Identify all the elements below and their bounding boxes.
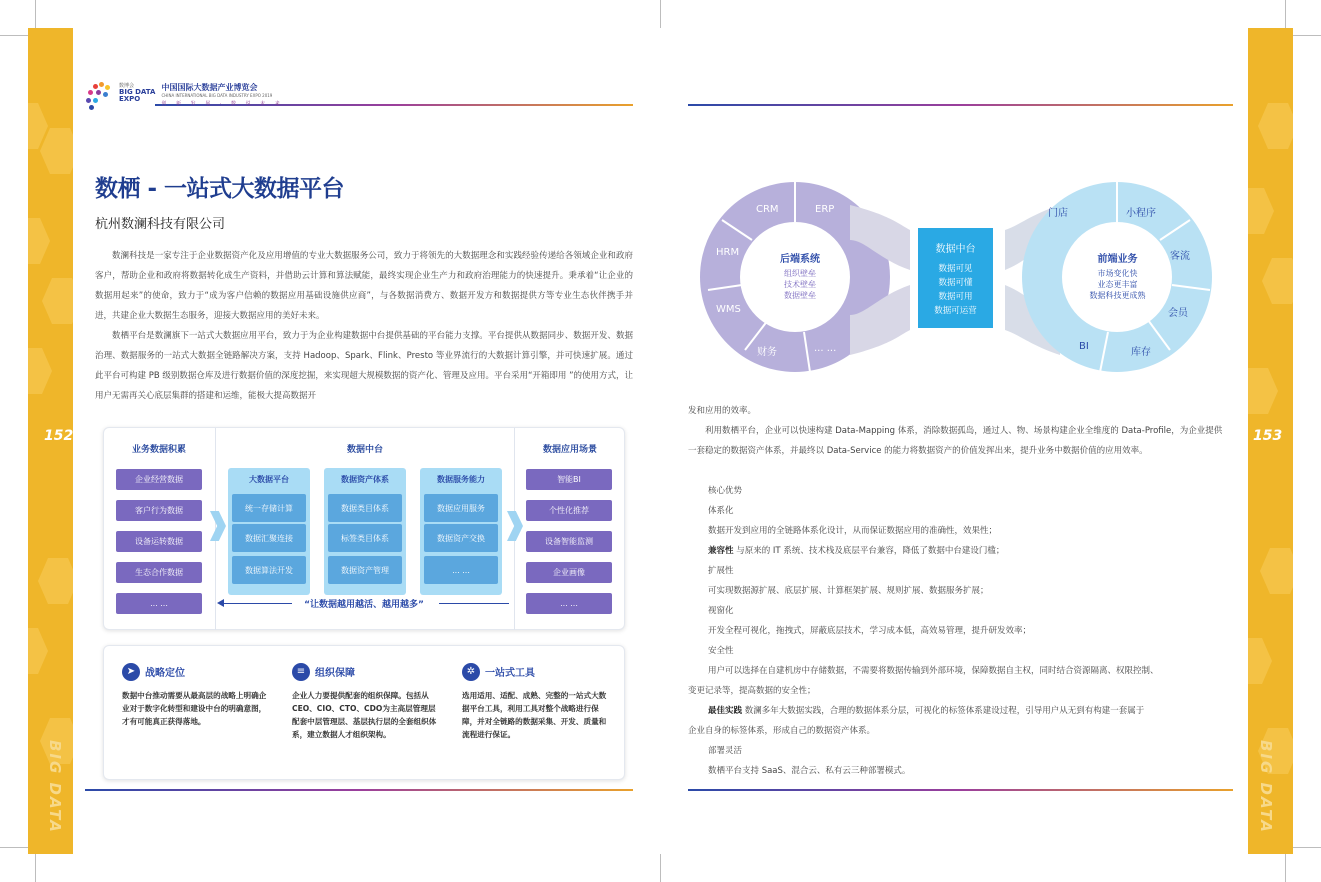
company-name: 杭州数澜科技有限公司 — [95, 217, 226, 232]
intro-paragraph-1: 数澜科技是一家专注于企业数据资产化及应用增值的专业大数据服务公司，致力于将领先的大数据理念和实践经验传递给各领域企业和政府客户，帮助企业和政府将数据转化成生产资料，并借助云计算和算法赋能，最终实现企业生产力和政府治理能力的快速提升。秉承着“让企业的数据用起来”的使命，致力于“成为客户信赖的数据应用基础设施供应商”，与各数据消费方、数据开发方和数据提供方等专业生态伙伴携手并进，共建企业大数据生态服务，迎接大数据应用的美好未来。 — [95, 251, 633, 321]
ring-segment-wms: WMS — [716, 304, 741, 315]
text-line: 用户可以选择在自建机房中存储数据，不需要将数据传输到外部环境，保障数据自主权，同时结合资源隔离、权限控制、 — [708, 666, 1159, 676]
logo-cn-small: 数博会 — [119, 83, 135, 89]
flow-arrow-icon — [507, 511, 523, 541]
line-text: 与原来的 IT 系统、技术栈及底层平台兼容，降低了数据中台建设门槛； — [733, 546, 1005, 556]
expo-logo — [85, 82, 284, 112]
ring-segment-finance: 财务 — [757, 347, 777, 358]
column-title-business-data: 业务数据积累 — [131, 445, 186, 455]
text-line: 核心优势 — [708, 486, 743, 496]
application-item: 企业画像 — [526, 562, 612, 583]
platform-capability: 数据算法开发 — [232, 556, 306, 584]
text-line: 变更记录等，提高数据的安全性； — [688, 686, 816, 696]
article-title: 数栖 - 一站式大数据平台 — [95, 176, 345, 202]
crop-mark — [1293, 35, 1321, 36]
text-line: 扩展性 — [708, 566, 734, 576]
backend-center-line: 技术壁垒 — [784, 280, 816, 289]
page-number-right: 153 — [1253, 428, 1283, 444]
logo-bigdata: BIG DATA — [119, 88, 156, 96]
crop-mark — [1293, 847, 1321, 848]
business-data-item: 企业经营数据 — [116, 469, 202, 490]
compass-icon: ➤ — [122, 663, 140, 681]
footer-rule-left — [85, 789, 633, 791]
logo-expo: EXPO — [119, 95, 141, 103]
paragraph-continuation: 发和应用的效率。 — [688, 406, 757, 416]
bold-term: 最佳实践 — [708, 706, 743, 716]
column-title-applications: 数据应用场景 — [542, 445, 597, 455]
ring-segment-store: 门店 — [1048, 208, 1068, 219]
platform-capability: 数据汇聚连接 — [232, 524, 306, 552]
subcolumn-data-asset — [324, 468, 406, 595]
gear-icon: ✲ — [462, 663, 480, 681]
subcolumn-data-service — [420, 468, 502, 595]
data-middle-box — [918, 240, 993, 318]
application-item: 个性化推荐 — [526, 500, 612, 521]
service-capability: ... ... — [424, 556, 498, 584]
ring-segment-erp: ERP — [815, 204, 835, 215]
application-item: 设备智能监测 — [526, 531, 612, 552]
feature-title: 组织保障 — [315, 668, 355, 679]
expo-logo-icon — [85, 82, 115, 112]
platform-capability: 统一存储计算 — [232, 494, 306, 522]
business-data-item: ... ... — [116, 593, 202, 614]
asset-capability: 数据资产管理 — [328, 556, 402, 584]
asset-capability: 标签类目体系 — [328, 524, 402, 552]
logo-subtitle-en: CHINA INTERNATIONAL BIG DATA INDUSTRY EXPO 2019 — [161, 93, 273, 98]
feature-title: 一站式工具 — [485, 668, 535, 679]
text-line: 可实现数据源扩展、底层扩展、计算框架扩展、规则扩展、数据服务扩展； — [708, 586, 989, 596]
crop-mark — [1285, 0, 1286, 28]
ring-segment-miniprogram: 小程序 — [1126, 208, 1156, 219]
subcolumn-bigdata-platform — [228, 468, 310, 595]
vertical-text-right: BIG DATA — [1257, 740, 1275, 834]
text-line: 体系化 — [708, 506, 734, 516]
ring-segment-inventory: 库存 — [1131, 347, 1151, 358]
frontend-center-title: 前端业务 — [1097, 254, 1138, 265]
feature-text: 企业人力要提供配套的组织保障。包括从CEO、CIO、CTO、CDO为主高层管理层配套中层管理层、基层执行层的全套组织体系，建立数据人才组织架构。 — [292, 690, 437, 739]
backend-center-line: 数据壁垒 — [784, 291, 816, 300]
feature-text: 数据中台推动需要从最高层的战略上明确企业对于数字化转型和建设中台的明确意图，才有可能真正获得落地。 — [122, 690, 267, 726]
text-line: 安全性 — [708, 646, 734, 656]
feature-text: 选用适用、适配、成熟、完整的一站式大数据平台工具，利用工具对整个战略进行保障，并对全链路的数据采集、开发、质量和流程进行保证。 — [462, 690, 607, 739]
ring-segment-crm: CRM — [756, 204, 779, 215]
crop-mark — [35, 854, 36, 882]
asset-capability: 数据类目体系 — [328, 494, 402, 522]
application-item: ... ... — [526, 593, 612, 614]
crop-mark — [0, 35, 28, 36]
crop-mark — [660, 854, 661, 882]
ring-segment-hrm: HRM — [716, 247, 740, 258]
service-capability: 数据应用服务 — [424, 494, 498, 522]
column-title-data-middle: 数据中台 — [346, 445, 383, 455]
text-line-best-practice — [708, 701, 1144, 721]
flow-arrow-icon — [210, 511, 226, 541]
paragraph-main: 利用数栖平台，企业可以快速构建 Data-Mapping 体系，消除数据孤岛，通过人、物、场景构建企业全维度的 Data-Profile，为企业提供一套稳定的数据资产体系，并最终以 Data-Service 的能力将数据资产的价值发挥出来，提升业务中数据价值的应用效率。 — [688, 426, 1223, 456]
subcolumn-title: 大数据平台 — [249, 475, 289, 484]
feature-tools — [462, 661, 612, 741]
layers-icon: ≡ — [292, 663, 310, 681]
data-middle-line: 数据可运营 — [934, 306, 977, 316]
logo-slogan: 创 新 发 展 · 数 说 未 来 — [161, 101, 284, 107]
diagram-slogan: “让数据越用越活、越用越多” — [304, 600, 424, 610]
backend-center-line: 组织壁垒 — [784, 269, 816, 278]
text-line: 企业自身的标签体系，形成自己的数据资产体系。 — [688, 726, 876, 736]
frontend-center-line: 市场变化快 — [1097, 269, 1138, 278]
data-middle-platform-diagram — [103, 427, 625, 630]
vertical-text-left: BIG DATA — [46, 740, 64, 834]
subcolumn-title: 数据资产体系 — [341, 475, 389, 484]
subcolumn-title: 数据服务能力 — [437, 475, 485, 484]
data-middle-line: 数据可见 — [938, 264, 973, 274]
data-middle-title: 数据中台 — [935, 244, 976, 255]
header-rule-right — [688, 104, 1233, 106]
ring-segment-member: 会员 — [1168, 308, 1188, 319]
crop-mark — [35, 0, 36, 28]
data-middle-line: 数据可懂 — [938, 278, 973, 288]
footer-rule-right — [688, 789, 1233, 791]
bold-term: 兼容性 — [708, 546, 734, 556]
feature-organization — [292, 661, 442, 741]
data-middle-line: 数据可用 — [938, 292, 973, 302]
text-line: 数栖平台支持 SaaS、混合云、私有云三种部署模式。 — [708, 766, 911, 776]
text-line: 数据开发到应用的全链路体系化设计，从而保证数据应用的准确性，效果性； — [708, 526, 998, 536]
logo-title: 中国国际大数据产业博览会 — [161, 83, 258, 92]
line-text: 数澜多年大数据实践，合理的数据体系分层，可视化的标签体系建设过程，引导用户从无到有构建一套属于 — [742, 706, 1145, 716]
feature-strategy — [122, 661, 272, 728]
ring-segment-traffic: 客流 — [1170, 251, 1190, 262]
application-item: 智能BI — [526, 469, 612, 490]
feature-title: 战略定位 — [145, 668, 185, 679]
crop-mark — [660, 0, 661, 28]
crop-mark — [1285, 854, 1286, 882]
backend-center — [760, 250, 840, 301]
crop-mark — [0, 847, 28, 848]
text-line: 部署灵活 — [708, 746, 743, 756]
text-line: 视窗化 — [708, 606, 734, 616]
ring-segment-more: ... ... — [814, 343, 837, 354]
frontend-center — [1075, 250, 1160, 301]
intro-paragraph-2: 数栖平台是数澜旗下一站式大数据应用平台，致力于为企业构建数据中台提供基础的平台能力支撑。平台提供从数据同步、数据开发、数据治理、数据服务的一站式大数据全链路解决方案，支持 Hadoop、Spark、Flink、Presto 等业界流行的大数据计算引擎，并可快速扩展。通过此平台可构建 PB 级别数据仓库及进行数据价值的深度挖掘，来实现超大规模数据的资产化、管理及应用。平台采用“开箱即用 ”的使用方式，让用户无需再关心底层集群的搭建和运维，能极大提高数据开 — [95, 331, 633, 401]
ring-segment-bi: BI — [1079, 341, 1089, 352]
key-features-panel — [103, 645, 625, 780]
frontend-center-line: 业态更丰富 — [1097, 280, 1138, 289]
service-capability: 数据资产交换 — [424, 524, 498, 552]
text-line-compat — [708, 541, 1004, 561]
business-data-item: 客户行为数据 — [116, 500, 202, 521]
page-number-left: 152 — [44, 428, 74, 444]
business-data-item: 生态合作数据 — [116, 562, 202, 583]
frontend-center-line: 数据科技更成熟 — [1089, 291, 1146, 300]
business-data-item: 设备运转数据 — [116, 531, 202, 552]
backend-center-title: 后端系统 — [780, 254, 820, 265]
text-line: 开发全程可视化，拖拽式，屏蔽底层技术，学习成本低，高效易管理，提升研发效率； — [708, 626, 1032, 636]
